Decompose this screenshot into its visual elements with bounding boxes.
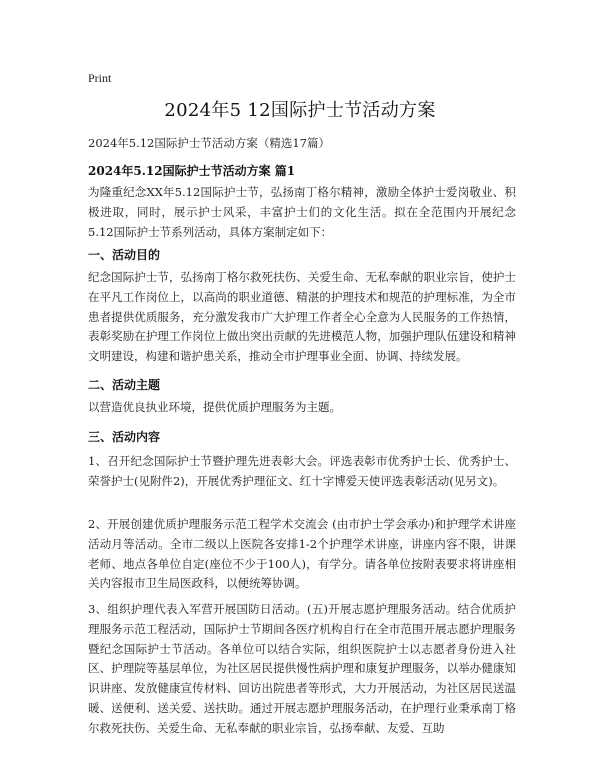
section-title: 2024年5.12国际护士节活动方案 篇1: [88, 164, 296, 178]
heading-content: 三、活动内容: [88, 430, 161, 444]
theme-paragraph: 以营造优良执业环境，提供优质护理服务为主题。: [88, 400, 341, 414]
content-item-2: 2、开展创建优质护理服务示范工程学术交流会 (由市护士学会承办)和护理学术讲座活动月等活动。全市二级以上医院各安排1-2个护理学术讲座，讲座内容不限，讲课老师、地点各单位自定(座位不少于100人)，有学分。请各单位按附表要求将讲座相关内容报市卫生局医政科，以便统筹协调。: [88, 517, 516, 591]
page-title: 2024年5 12国际护士节活动方案: [164, 100, 436, 121]
intro-paragraph: 为隆重纪念XX年5.12国际护士节，弘扬南丁格尔精神，激励全体护士爱岗敬业、积极进取，同时，展示护士风采，丰富护士们的文化生活。拟在全范围内开展纪念5.12国际护士节系列活动，具体方案制定如下：: [88, 185, 516, 239]
document-subtitle: 2024年5.12国际护士节活动方案（精选17篇）: [88, 136, 331, 150]
heading-purpose: 一、活动目的: [88, 248, 161, 262]
content-item-3: 3、组织护理代表入军营开展国防日活动。(五)开展志愿护理服务活动。结合优质护理服务示范工程活动，国际护士节期间各医疗机构自行在全市范围开展志愿护理服务暨纪念国际护士节活动。各单位可以结合实际，组织医院护士以志愿者身份进入社区、护理院等基层单位，为社区居民提供慢性病护理和康复护理服务，以举办健康知识讲座、发放健康宣传材料、回访出院患者等形式，大力开展活动，为社区居民送温暖、送便利、送关爱、送扶助。通过开展志愿护理服务活动，在护理行业秉承南丁格尔救死扶伤、关爱生命、无私奉献的职业宗旨，弘扬奉献、友爱、互助: [88, 602, 516, 735]
print-link[interactable]: Print: [88, 71, 112, 85]
purpose-paragraph: 纪念国际护士节，弘扬南丁格尔救死扶伤、关爱生命、无私奉献的职业宗旨，使护士在平凡工作岗位上，以高尚的职业道德、精湛的护理技术和规范的护理标准，为全市患者提供优质服务，充分激发我市广大护理工作者全心全意为人民服务的工作热情，表彰奖励在护理工作岗位上做出突出贡献的先进模范人物，加强护理队伍建设和精神文明建设，构建和谐护患关系，推动全市护理事业全面、协调、持续发展。: [88, 270, 516, 364]
content-item-1: 1、召开纪念国际护士节暨护理先进表彰大会。评选表彰市优秀护士长、优秀护士、荣誉护士(见附件2)，开展优秀护理征文、红十字博爱天使评选表彰活动(见另文)。: [88, 454, 516, 488]
heading-theme: 二、活动主题: [88, 378, 161, 392]
